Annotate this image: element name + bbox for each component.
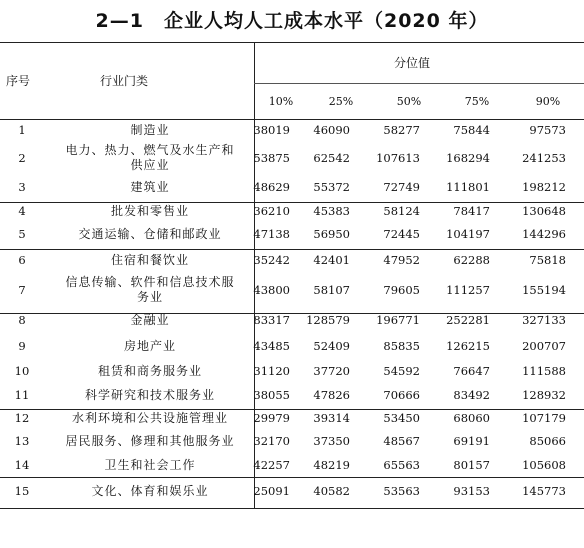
cost-value: 111801 [446, 180, 490, 194]
cost-value: 145773 [522, 484, 566, 498]
cost-value: 48219 [313, 458, 350, 472]
row-index: 1 [18, 123, 26, 137]
cost-value: 65563 [383, 458, 420, 472]
industry-name-line: 居民服务、修理和其他服务业 [65, 434, 235, 448]
cost-value: 252281 [446, 313, 490, 327]
industry-header: 行业门类 [100, 74, 149, 88]
quantile-header: 分位值 [394, 56, 431, 70]
cost-value: 80157 [453, 458, 490, 472]
cost-value: 111588 [522, 364, 566, 378]
seq-header: 序号 [6, 74, 31, 88]
cost-value: 31120 [253, 364, 290, 378]
industry-name-line: 金融业 [130, 313, 170, 327]
cost-value: 48629 [253, 180, 290, 194]
cost-value: 72749 [383, 180, 420, 194]
cost-value: 56950 [313, 227, 350, 241]
cost-value: 128932 [522, 388, 566, 402]
row-index: 13 [14, 434, 30, 448]
cost-value: 241253 [522, 151, 566, 165]
row-index: 5 [18, 227, 26, 241]
cost-value: 196771 [376, 313, 420, 327]
cost-table [0, 42, 584, 509]
percentile-header: 75% [464, 95, 490, 108]
group-separator [0, 409, 584, 410]
row-index: 7 [18, 283, 26, 297]
industry-name-line: 电力、热力、燃气及水生产和 [65, 143, 235, 157]
cost-value: 69191 [453, 434, 490, 448]
cost-value: 327133 [522, 313, 566, 327]
cost-value: 93153 [453, 484, 490, 498]
cost-value: 48567 [383, 434, 420, 448]
row-index: 9 [18, 339, 26, 353]
cost-value: 25091 [253, 484, 290, 498]
cost-value: 75818 [529, 253, 566, 267]
row-index: 14 [14, 458, 30, 472]
cost-value: 58107 [313, 283, 350, 297]
cost-value: 47952 [383, 253, 420, 267]
row-index: 6 [18, 253, 26, 267]
cost-value: 128579 [306, 313, 350, 327]
cost-value: 72445 [383, 227, 420, 241]
group-separator [0, 202, 584, 203]
row-index: 15 [14, 484, 30, 498]
cost-value: 83492 [453, 388, 490, 402]
percentile-header: 25% [328, 95, 354, 108]
cost-value: 54592 [383, 364, 420, 378]
cost-value: 42401 [313, 253, 350, 267]
cost-value: 32170 [253, 434, 290, 448]
cost-value: 55372 [313, 180, 350, 194]
cost-value: 62288 [453, 253, 490, 267]
cost-value: 36210 [253, 204, 290, 218]
cost-value: 104197 [446, 227, 490, 241]
cost-value: 38055 [253, 388, 290, 402]
cost-value: 37350 [313, 434, 350, 448]
row-index: 12 [14, 411, 30, 425]
cost-value: 40582 [313, 484, 350, 498]
row-index: 3 [18, 180, 26, 194]
group-separator [0, 313, 584, 314]
cost-value: 111257 [446, 283, 490, 297]
cost-value: 105608 [522, 458, 566, 472]
industry-name-line: 交通运输、仓储和邮政业 [78, 227, 222, 241]
cost-value: 198212 [522, 180, 566, 194]
cost-value: 126215 [446, 339, 490, 353]
header-bottom-rule [0, 119, 584, 120]
industry-name-line: 务业 [136, 290, 163, 304]
percentile-header: 50% [396, 95, 422, 108]
row-index: 10 [14, 364, 30, 378]
industry-name-line: 科学研究和技术服务业 [84, 388, 215, 402]
cost-value: 144296 [522, 227, 566, 241]
cost-value: 47138 [253, 227, 290, 241]
cost-value: 53875 [253, 151, 290, 165]
industry-name-line: 建筑业 [130, 180, 170, 194]
percentile-header: 90% [535, 95, 561, 108]
cost-value: 38019 [253, 123, 290, 137]
row-index: 8 [18, 313, 26, 327]
cost-value: 42257 [253, 458, 290, 472]
cost-value: 155194 [522, 283, 566, 297]
cost-value: 107613 [376, 151, 420, 165]
cost-value: 83317 [253, 313, 290, 327]
cost-value: 46090 [313, 123, 350, 137]
cost-value: 29979 [253, 411, 290, 425]
cost-value: 35242 [253, 253, 290, 267]
cost-value: 130648 [522, 204, 566, 218]
cost-value: 62542 [313, 151, 350, 165]
percentile-header: 10% [268, 95, 294, 108]
industry-name-line: 供应业 [130, 158, 170, 172]
cost-value: 85066 [529, 434, 566, 448]
cost-value: 168294 [446, 151, 490, 165]
cost-value: 85835 [383, 339, 420, 353]
cost-value: 43485 [253, 339, 290, 353]
cost-value: 45383 [313, 204, 350, 218]
cost-value: 70666 [383, 388, 420, 402]
group-separator [0, 249, 584, 250]
cost-value: 68060 [453, 411, 490, 425]
row-index: 2 [18, 151, 26, 165]
cost-value: 47826 [313, 388, 350, 402]
industry-name-line: 批发和零售业 [110, 204, 189, 218]
industry-name-line: 文化、体育和娱乐业 [91, 484, 209, 498]
cost-value: 200707 [522, 339, 566, 353]
industry-name-line: 住宿和餐饮业 [110, 253, 189, 267]
cost-value: 58277 [383, 123, 420, 137]
cost-value: 52409 [313, 339, 350, 353]
table-title: 2—1 企业人均人工成本水平（2020 年） [95, 10, 489, 32]
industry-name-line: 租赁和商务服务业 [97, 364, 202, 378]
industry-name-line: 制造业 [130, 123, 170, 137]
industry-name-line: 房地产业 [123, 339, 176, 353]
cost-value: 53450 [383, 411, 420, 425]
cost-value: 58124 [383, 204, 420, 218]
cost-value: 39314 [313, 411, 350, 425]
cost-value: 107179 [522, 411, 566, 425]
cost-value: 97573 [529, 123, 566, 137]
cost-value: 75844 [453, 123, 490, 137]
cost-value: 37720 [313, 364, 350, 378]
quantile-divider [254, 83, 584, 84]
industry-name-line: 信息传输、软件和信息技术服 [65, 275, 235, 289]
cost-value: 76647 [453, 364, 490, 378]
cost-value: 43800 [253, 283, 290, 297]
cost-value: 79605 [383, 283, 420, 297]
industry-name-line: 水利环境和公共设施管理业 [71, 411, 228, 425]
cost-value: 53563 [383, 484, 420, 498]
row-index: 11 [14, 388, 30, 402]
industry-name-line: 卫生和社会工作 [104, 458, 196, 472]
group-separator [0, 477, 584, 478]
row-index: 4 [18, 204, 26, 218]
cost-value: 78417 [453, 204, 490, 218]
